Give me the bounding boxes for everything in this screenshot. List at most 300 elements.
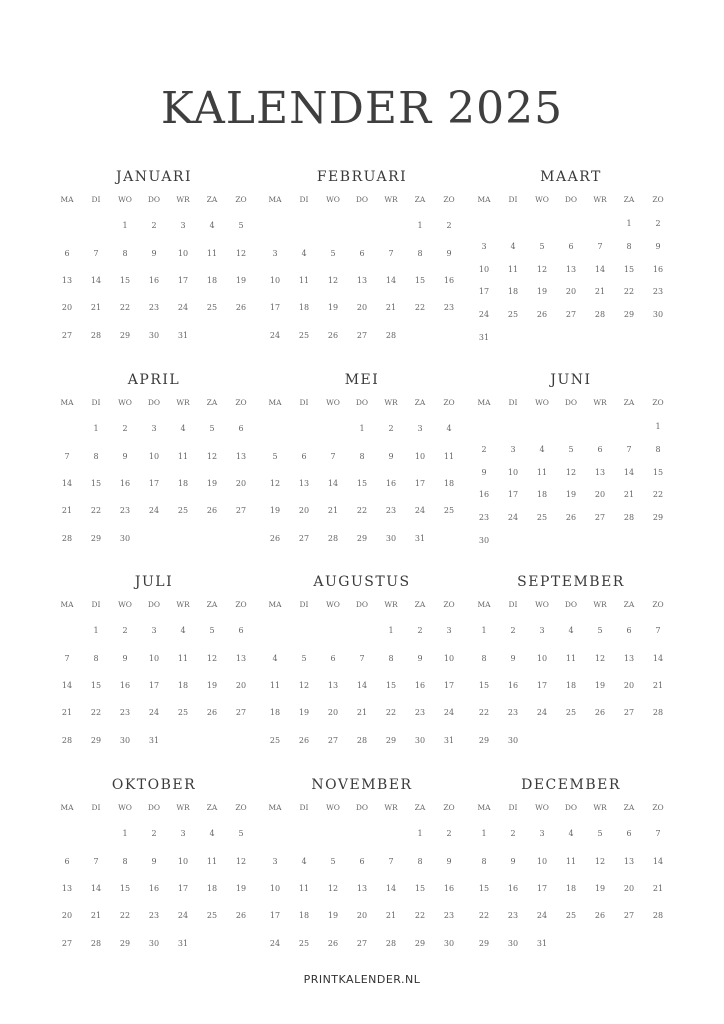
- month-name: DECEMBER: [521, 777, 621, 793]
- day-cell: 9: [388, 451, 394, 461]
- week-row: [53, 875, 256, 902]
- day-cell: 16: [148, 884, 160, 894]
- weekday-label: MA: [477, 195, 491, 204]
- day-cell: 12: [298, 681, 310, 691]
- day-cell: 1: [481, 829, 487, 839]
- day-cell: 14: [356, 681, 368, 691]
- day-cell: 10: [507, 467, 519, 477]
- day-cell: 20: [565, 287, 577, 297]
- day-cell: 28: [385, 938, 397, 948]
- week-row: [470, 529, 673, 552]
- day-grid: [261, 617, 464, 754]
- day-cell: 30: [507, 735, 519, 745]
- day-cell: 28: [652, 911, 664, 921]
- weekday-label: DO: [564, 398, 578, 407]
- day-cell: 29: [90, 735, 102, 745]
- day-cell: 19: [594, 884, 606, 894]
- day-cell: 25: [177, 506, 189, 516]
- day-cell: 11: [206, 856, 218, 866]
- day-cell: 27: [623, 708, 635, 718]
- month-december: [470, 775, 673, 960]
- day-cell: 25: [177, 708, 189, 718]
- day-cell: 18: [298, 911, 310, 921]
- weekday-label: WR: [384, 398, 398, 407]
- day-cell: 24: [269, 938, 281, 948]
- day-cell: 8: [122, 856, 128, 866]
- day-cell: 29: [356, 533, 368, 543]
- month-september: [470, 572, 673, 757]
- week-row: [470, 617, 673, 644]
- month-maart: [470, 167, 673, 352]
- week-row: [53, 617, 256, 644]
- day-cell: 14: [623, 467, 635, 477]
- day-cell: 1: [626, 218, 632, 228]
- day-cell: 21: [90, 303, 102, 313]
- day-cell: 2: [510, 829, 516, 839]
- day-cell: 13: [61, 884, 73, 894]
- month-oktober: [53, 775, 256, 960]
- day-cell: 19: [536, 287, 548, 297]
- day-cell: 5: [209, 424, 215, 434]
- week-row: [470, 930, 673, 957]
- day-cell: 20: [356, 303, 368, 313]
- day-cell: 24: [269, 330, 281, 340]
- day-cell: 16: [507, 884, 519, 894]
- day-cell: 7: [655, 829, 661, 839]
- day-cell: 8: [626, 241, 632, 251]
- day-cell: 11: [177, 451, 189, 461]
- week-row: [470, 483, 673, 506]
- week-row: [261, 267, 464, 294]
- day-grid: [261, 820, 464, 957]
- day-cell: 1: [417, 829, 423, 839]
- weekday-label: DO: [147, 398, 161, 407]
- week-row: [53, 212, 256, 239]
- day-cell: 28: [623, 513, 635, 523]
- day-cell: 30: [148, 938, 160, 948]
- day-cell: 31: [414, 533, 426, 543]
- weekday-label: WO: [535, 398, 549, 407]
- day-cell: 9: [417, 653, 423, 663]
- week-row: [261, 239, 464, 266]
- day-cell: 18: [565, 681, 577, 691]
- day-cell: 8: [388, 653, 394, 663]
- month-name: NOVEMBER: [311, 777, 413, 793]
- day-cell: 24: [177, 303, 189, 313]
- day-cell: 30: [443, 938, 455, 948]
- day-cell: 3: [180, 221, 186, 231]
- day-cell: 24: [177, 911, 189, 921]
- day-cell: 30: [414, 735, 426, 745]
- day-cell: 10: [269, 884, 281, 894]
- day-cell: 26: [206, 708, 218, 718]
- day-cell: 10: [478, 264, 490, 274]
- day-cell: 15: [90, 479, 102, 489]
- day-cell: 20: [298, 506, 310, 516]
- week-row: [53, 322, 256, 349]
- week-row: [53, 727, 256, 754]
- day-cell: 23: [507, 708, 519, 718]
- week-row: [53, 497, 256, 524]
- day-cell: 2: [481, 444, 487, 454]
- day-cell: 14: [90, 884, 102, 894]
- week-row: [470, 875, 673, 902]
- week-row: [261, 442, 464, 469]
- day-cell: 15: [119, 276, 131, 286]
- day-cell: 29: [119, 330, 131, 340]
- day-cell: 26: [269, 533, 281, 543]
- weekday-label: ZO: [235, 600, 247, 609]
- weekday-label: ZA: [414, 398, 426, 407]
- weekday-label: DI: [299, 195, 309, 204]
- weekday-label: ZA: [414, 600, 426, 609]
- day-cell: 7: [64, 653, 70, 663]
- week-row: [261, 470, 464, 497]
- day-cell: 4: [539, 444, 545, 454]
- week-row: [261, 644, 464, 671]
- day-cell: 16: [148, 276, 160, 286]
- day-cell: 19: [565, 490, 577, 500]
- day-cell: 4: [209, 829, 215, 839]
- week-row: [470, 727, 673, 754]
- day-cell: 28: [90, 938, 102, 948]
- day-cell: 20: [327, 708, 339, 718]
- week-row: [53, 930, 256, 957]
- weekday-label: WR: [593, 600, 607, 609]
- day-cell: 22: [356, 506, 368, 516]
- day-cell: 23: [148, 303, 160, 313]
- day-cell: 2: [388, 424, 394, 434]
- day-cell: 16: [478, 490, 490, 500]
- day-cell: 7: [64, 451, 70, 461]
- day-cell: 1: [481, 626, 487, 636]
- weekday-label: WO: [535, 803, 549, 812]
- day-cell: 14: [652, 653, 664, 663]
- day-cell: 16: [385, 479, 397, 489]
- day-cell: 10: [269, 276, 281, 286]
- day-cell: 21: [385, 911, 397, 921]
- day-cell: 1: [655, 421, 661, 431]
- month-name: JANUARI: [115, 169, 193, 185]
- day-cell: 17: [478, 287, 490, 297]
- day-cell: 20: [61, 911, 73, 921]
- week-row: [261, 875, 464, 902]
- day-cell: 27: [61, 938, 73, 948]
- day-cell: 25: [206, 303, 218, 313]
- weekday-label: WR: [176, 803, 190, 812]
- day-cell: 23: [385, 506, 397, 516]
- week-row: [470, 699, 673, 726]
- day-cell: 12: [206, 451, 218, 461]
- day-cell: 10: [148, 653, 160, 663]
- day-cell: 9: [446, 248, 452, 258]
- day-cell: 28: [61, 533, 73, 543]
- day-cell: 13: [623, 856, 635, 866]
- day-cell: 18: [565, 884, 577, 894]
- day-cell: 10: [443, 653, 455, 663]
- weekday-label: ZA: [206, 803, 218, 812]
- day-cell: 31: [478, 333, 490, 343]
- day-cell: 8: [655, 444, 661, 454]
- weekday-label: MA: [268, 803, 282, 812]
- day-cell: 3: [481, 241, 487, 251]
- day-cell: 13: [61, 276, 73, 286]
- day-cell: 7: [359, 653, 365, 663]
- day-cell: 10: [177, 856, 189, 866]
- day-cell: 11: [507, 264, 519, 274]
- day-cell: 5: [209, 626, 215, 636]
- week-row: [53, 644, 256, 671]
- day-cell: 31: [177, 330, 189, 340]
- weekday-label: WR: [176, 195, 190, 204]
- day-cell: 4: [510, 241, 516, 251]
- day-cell: 24: [148, 506, 160, 516]
- day-cell: 3: [539, 626, 545, 636]
- day-cell: 12: [206, 653, 218, 663]
- day-cell: 31: [177, 938, 189, 948]
- day-cell: 26: [565, 513, 577, 523]
- day-cell: 11: [565, 653, 577, 663]
- month-name: APRIL: [127, 372, 181, 388]
- day-cell: 31: [536, 938, 548, 948]
- day-cell: 11: [206, 248, 218, 258]
- day-cell: 10: [414, 451, 426, 461]
- day-cell: 30: [652, 310, 664, 320]
- day-cell: 26: [235, 303, 247, 313]
- weekday-label: ZA: [623, 600, 635, 609]
- month-name: OKTOBER: [111, 777, 197, 793]
- day-cell: 28: [652, 708, 664, 718]
- month-april: [53, 370, 256, 555]
- weekday-label: WO: [118, 195, 132, 204]
- day-cell: 30: [119, 735, 131, 745]
- month-augustus: [261, 572, 464, 757]
- weekday-header: [470, 801, 673, 815]
- weekday-label: WR: [593, 195, 607, 204]
- weekday-label: DI: [91, 398, 101, 407]
- weekday-label: DI: [299, 398, 309, 407]
- day-cell: 26: [298, 735, 310, 745]
- weekday-header: [53, 598, 256, 612]
- weekday-label: ZA: [414, 803, 426, 812]
- weekday-label: ZA: [206, 195, 218, 204]
- day-cell: 31: [443, 735, 455, 745]
- day-grid: [470, 415, 673, 552]
- weekday-label: ZA: [414, 195, 426, 204]
- day-cell: 9: [655, 241, 661, 251]
- day-cell: 15: [356, 479, 368, 489]
- day-cell: 28: [594, 310, 606, 320]
- month-mei: [261, 370, 464, 555]
- weekday-label: WR: [384, 195, 398, 204]
- day-cell: 26: [594, 708, 606, 718]
- week-row: [470, 461, 673, 484]
- day-cell: 4: [446, 424, 452, 434]
- week-row: [53, 239, 256, 266]
- day-grid: [53, 820, 256, 957]
- day-cell: 19: [206, 479, 218, 489]
- day-cell: 23: [119, 506, 131, 516]
- day-cell: 2: [151, 221, 157, 231]
- day-cell: 7: [388, 248, 394, 258]
- week-row: [261, 294, 464, 321]
- day-cell: 6: [626, 626, 632, 636]
- weekday-label: MA: [60, 195, 74, 204]
- week-row: [53, 820, 256, 847]
- day-cell: 4: [209, 221, 215, 231]
- day-cell: 26: [327, 938, 339, 948]
- day-cell: 18: [536, 490, 548, 500]
- day-cell: 19: [327, 303, 339, 313]
- day-cell: 26: [536, 310, 548, 320]
- week-row: [470, 438, 673, 461]
- month-name: JUNI: [550, 372, 592, 388]
- day-cell: 27: [235, 708, 247, 718]
- day-cell: 5: [301, 653, 307, 663]
- day-cell: 25: [206, 911, 218, 921]
- day-cell: 13: [235, 451, 247, 461]
- day-cell: 1: [388, 626, 394, 636]
- day-cell: 6: [626, 829, 632, 839]
- day-cell: 15: [119, 884, 131, 894]
- day-cell: 1: [122, 829, 128, 839]
- weekday-label: DO: [355, 195, 369, 204]
- week-row: [261, 415, 464, 442]
- day-cell: 11: [177, 653, 189, 663]
- day-cell: 6: [359, 856, 365, 866]
- day-cell: 12: [536, 264, 548, 274]
- day-cell: 21: [385, 303, 397, 313]
- day-cell: 17: [414, 479, 426, 489]
- week-row: [470, 326, 673, 349]
- weekday-label: ZO: [652, 600, 664, 609]
- day-cell: 12: [269, 479, 281, 489]
- day-cell: 30: [385, 533, 397, 543]
- day-cell: 25: [507, 310, 519, 320]
- day-cell: 24: [536, 911, 548, 921]
- day-cell: 29: [90, 533, 102, 543]
- day-cell: 22: [119, 303, 131, 313]
- week-row: [470, 212, 673, 235]
- day-cell: 28: [61, 735, 73, 745]
- day-cell: 16: [119, 479, 131, 489]
- day-cell: 29: [652, 513, 664, 523]
- day-cell: 23: [148, 911, 160, 921]
- day-cell: 13: [623, 653, 635, 663]
- day-cell: 7: [93, 856, 99, 866]
- day-cell: 15: [623, 264, 635, 274]
- week-row: [261, 727, 464, 754]
- weekday-label: MA: [60, 600, 74, 609]
- weekday-label: WO: [326, 803, 340, 812]
- weekday-label: DO: [355, 600, 369, 609]
- day-cell: 2: [446, 221, 452, 231]
- footer-website: PRINTKALENDER.NL: [303, 973, 421, 986]
- week-row: [261, 212, 464, 239]
- weekday-label: WR: [176, 600, 190, 609]
- day-cell: 2: [151, 829, 157, 839]
- day-cell: 19: [206, 681, 218, 691]
- week-row: [470, 506, 673, 529]
- weekday-label: DO: [147, 600, 161, 609]
- weekday-label: DI: [91, 803, 101, 812]
- day-cell: 12: [327, 276, 339, 286]
- day-cell: 3: [539, 829, 545, 839]
- day-cell: 25: [298, 330, 310, 340]
- day-cell: 30: [507, 938, 519, 948]
- month-januari: [53, 167, 256, 352]
- day-cell: 5: [330, 856, 336, 866]
- weekday-label: ZO: [235, 803, 247, 812]
- day-cell: 1: [417, 221, 423, 231]
- day-grid: [53, 617, 256, 754]
- day-cell: 14: [61, 681, 73, 691]
- day-cell: 27: [565, 310, 577, 320]
- weekday-label: WO: [535, 600, 549, 609]
- day-grid: [261, 212, 464, 349]
- weekday-label: ZO: [443, 398, 455, 407]
- weekday-header: [470, 193, 673, 207]
- day-cell: 24: [443, 708, 455, 718]
- day-cell: 20: [356, 911, 368, 921]
- day-cell: 13: [298, 479, 310, 489]
- week-row: [53, 294, 256, 321]
- day-cell: 5: [330, 248, 336, 258]
- day-cell: 3: [272, 248, 278, 258]
- day-cell: 29: [478, 938, 490, 948]
- day-cell: 15: [478, 681, 490, 691]
- day-cell: 9: [122, 653, 128, 663]
- day-cell: 10: [536, 856, 548, 866]
- month-juli: [53, 572, 256, 757]
- day-cell: 27: [298, 533, 310, 543]
- month-name: JULI: [134, 574, 174, 590]
- month-februari: [261, 167, 464, 352]
- day-cell: 6: [330, 653, 336, 663]
- day-cell: 6: [238, 626, 244, 636]
- day-cell: 3: [446, 626, 452, 636]
- month-name: MEI: [344, 372, 380, 388]
- day-cell: 25: [565, 708, 577, 718]
- day-cell: 12: [565, 467, 577, 477]
- weekday-label: ZO: [652, 398, 664, 407]
- day-cell: 17: [536, 681, 548, 691]
- day-cell: 19: [269, 506, 281, 516]
- weekday-label: ZO: [652, 195, 664, 204]
- day-cell: 25: [269, 735, 281, 745]
- month-name: FEBRUARI: [316, 169, 408, 185]
- day-cell: 18: [298, 303, 310, 313]
- day-cell: 17: [177, 884, 189, 894]
- day-cell: 21: [327, 506, 339, 516]
- month-name: MAART: [540, 169, 602, 185]
- day-cell: 20: [235, 681, 247, 691]
- day-cell: 25: [298, 938, 310, 948]
- week-row: [470, 847, 673, 874]
- page-title: KALENDER 2025: [160, 83, 564, 135]
- week-row: [261, 820, 464, 847]
- day-cell: 2: [122, 626, 128, 636]
- day-cell: 21: [652, 681, 664, 691]
- weekday-label: WR: [593, 803, 607, 812]
- day-cell: 12: [327, 884, 339, 894]
- weekday-header: [470, 598, 673, 612]
- day-cell: 16: [119, 681, 131, 691]
- day-grid: [53, 212, 256, 349]
- weekday-label: ZA: [623, 195, 635, 204]
- weekday-label: WO: [118, 398, 132, 407]
- day-cell: 30: [478, 536, 490, 546]
